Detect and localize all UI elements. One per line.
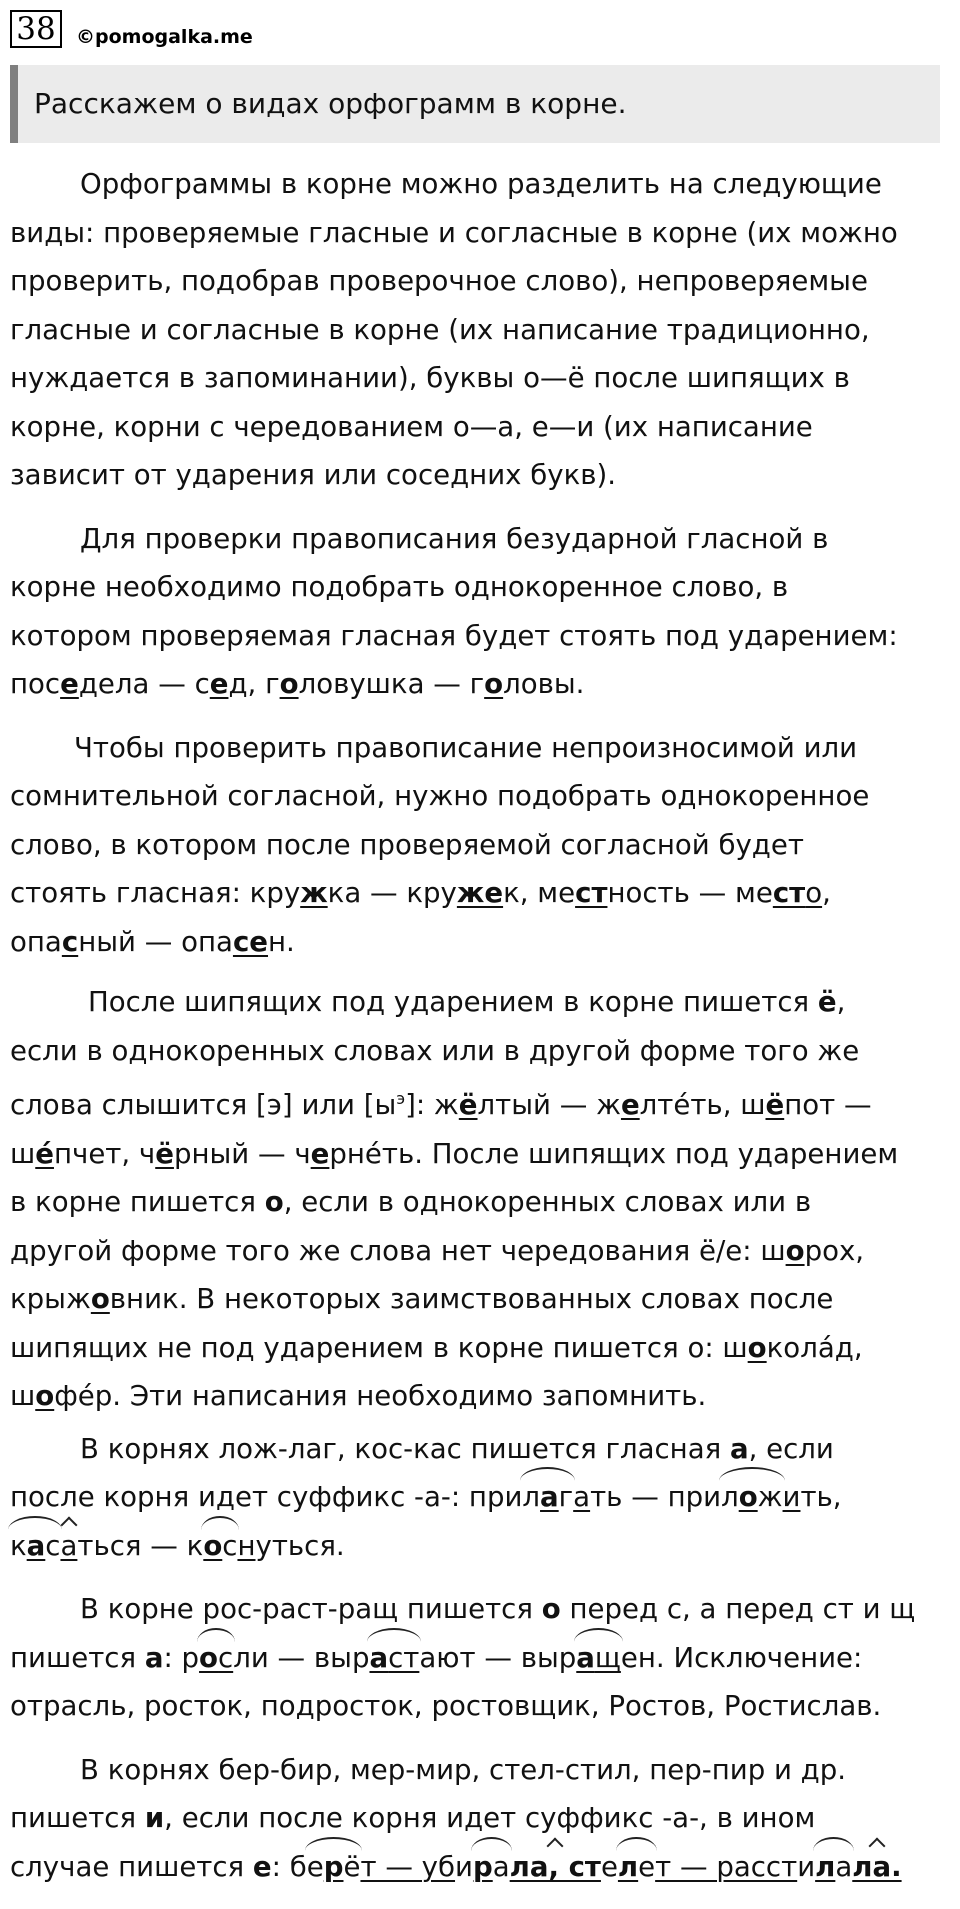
text: пишется <box>10 1801 145 1835</box>
root-arc <box>522 1473 573 1522</box>
p5-line <box>10 1473 950 1522</box>
highlighted-vowel: о <box>35 1379 55 1413</box>
highlighted-consonant: ст <box>772 876 806 909</box>
ending-marker: т — уб <box>360 1849 456 1883</box>
p3-line-examples <box>10 869 950 918</box>
text: ловы. <box>503 667 585 700</box>
bold-letter: а <box>144 1640 164 1674</box>
text: В корне рос-раст-ращ пишется <box>80 1592 542 1626</box>
root-arc <box>369 1634 419 1683</box>
text: ш <box>10 1379 36 1413</box>
text: уться. <box>255 1528 345 1562</box>
text: После шипящих под ударением в корне пишется <box>88 985 818 1018</box>
highlighted-vowel: ё <box>155 1136 174 1170</box>
p7-line: В корнях бер-бир, мер-мир, стел-стил, пер-пир и др. <box>80 1752 847 1786</box>
text: кола́д, <box>766 1330 863 1364</box>
text: : р <box>163 1640 200 1674</box>
highlighted-vowel: о <box>203 1528 223 1562</box>
text: стоять гласная: кру <box>10 876 301 909</box>
text: после корня идет суффикс -а-: при <box>10 1480 523 1514</box>
p2-line: Для проверки правописания безударной гласной в <box>80 521 829 555</box>
text: н. <box>268 924 295 958</box>
root-arc <box>203 1522 237 1571</box>
text: ть — при <box>590 1480 722 1514</box>
text: слова слышится [э] или [ы <box>10 1088 397 1122</box>
text: другой форме того же слова нет чередования ё/е: ш <box>10 1233 786 1267</box>
p4-line <box>10 1324 950 1373</box>
suffix-marker: ла. <box>852 1843 901 1892</box>
text: лтый — ж <box>477 1088 621 1122</box>
suffix-marker: н <box>237 1528 256 1562</box>
p5-line <box>10 1425 950 1474</box>
highlighted-vowel: о <box>484 667 504 700</box>
text: вник. В некоторых заимствованных словах после <box>109 1282 834 1316</box>
text: рне́ть. После шипящих под ударением <box>329 1136 899 1170</box>
text: дела — с <box>78 667 210 700</box>
text: случае пишется <box>10 1849 253 1883</box>
p1-line: проверить, подобрав проверочное слово), непроверяемые <box>10 264 868 297</box>
document-body <box>10 160 950 1891</box>
p3-line-examples <box>10 918 950 967</box>
text: д, г <box>228 667 280 700</box>
highlighted-vowel: о <box>279 667 299 700</box>
underlined-letter: щ <box>594 1640 621 1674</box>
p1-line: нуждается в запоминании), буквы о—ё после шипящих в <box>10 361 850 394</box>
text: ка — кру <box>327 876 457 909</box>
highlighted-vowel: а <box>26 1528 46 1562</box>
text: ный — опа <box>78 924 233 958</box>
highlighted-consonant: ж <box>300 876 328 909</box>
p3-line: сомнительной согласной, нужно подобрать однокоренное <box>10 779 870 812</box>
p5-line <box>10 1522 950 1571</box>
text: е <box>600 1849 618 1883</box>
p3-line: слово, в котором после проверяемой согласной будет <box>10 827 804 861</box>
p2-line: корне необходимо подобрать однокоренное слово, в <box>10 570 789 603</box>
highlighted-vowel: е <box>209 667 229 700</box>
highlighted-vowel: а <box>576 1640 595 1674</box>
highlighted-vowel: а <box>369 1640 389 1674</box>
p1-line: зависит от ударения или соседних букв). <box>10 458 617 491</box>
p1-line: виды: проверяемые гласные и согласные в корне (их можно <box>10 215 898 249</box>
text: лте́ть, ш <box>639 1088 766 1122</box>
text: крыж <box>10 1282 91 1316</box>
p4-line <box>10 1372 950 1421</box>
highlighted-vowel: е <box>310 1136 330 1170</box>
highlighted-vowel: о <box>738 1480 758 1514</box>
page-number: 38 <box>10 10 62 48</box>
text: ен. Исключение: <box>620 1640 863 1674</box>
suffix-marker: а <box>60 1522 77 1571</box>
text: ]: ж <box>405 1088 459 1122</box>
p2-line-examples <box>10 660 950 709</box>
root-arc <box>10 1522 60 1571</box>
text: к <box>10 1528 27 1562</box>
text: ш <box>10 1136 36 1170</box>
text: и <box>455 1849 473 1883</box>
text: : б <box>271 1849 307 1883</box>
text: ность — ме <box>607 876 773 909</box>
p1-line: корне, корни с чередованием о—а, е—и (их написание <box>10 409 813 443</box>
p1-line: гласные и согласные в корне (их написание традиционно, <box>10 312 870 346</box>
p6-line: отрасль, росток, подросток, ростовщик, Ростов, Ростислав. <box>10 1689 882 1723</box>
ending-marker: т — расст <box>655 1849 798 1883</box>
text: ж <box>757 1480 783 1514</box>
text: опа <box>10 924 62 958</box>
suffix-marker: а <box>573 1480 591 1514</box>
superscript: э <box>396 1089 406 1108</box>
text: пос <box>10 667 61 700</box>
highlighted-vowel: ё <box>765 1088 785 1122</box>
text: перед с, а перед ст и щ <box>560 1592 916 1626</box>
text: пишется <box>10 1640 145 1674</box>
highlighted-consonant: се <box>232 924 269 958</box>
highlighted-vowel: л <box>617 1849 639 1883</box>
bold-letter: и <box>144 1801 165 1835</box>
p1-line: Орфограммы в корне можно разделить на следующие <box>80 167 882 200</box>
text: ть, <box>800 1480 842 1514</box>
site-watermark: ©pomogalka.me <box>76 26 253 48</box>
text: фе́р. Эти написания необходимо запомнить. <box>54 1379 707 1413</box>
text: В корнях лож-лаг, кос-кас пишется гласная <box>80 1431 730 1465</box>
underlined-letter: с <box>218 1640 234 1674</box>
highlighted-vowel: л <box>815 1849 836 1883</box>
highlighted-consonant: ст <box>575 876 608 909</box>
p7-line <box>10 1843 950 1892</box>
text: ться — к <box>77 1528 204 1562</box>
underlined-letters: ст <box>388 1640 420 1674</box>
root-arc <box>815 1843 852 1892</box>
root-arc <box>618 1843 655 1892</box>
root-arc <box>721 1473 782 1522</box>
highlighted-vowel: о <box>90 1282 110 1316</box>
text: л <box>522 1480 541 1514</box>
bold-letter: ё <box>817 985 837 1018</box>
text: л <box>721 1480 739 1514</box>
p4-line <box>10 1130 950 1179</box>
text: и <box>797 1849 816 1883</box>
root-arc <box>473 1843 510 1892</box>
highlighted-vowel: о <box>785 1233 805 1267</box>
text: пчет, ч <box>53 1136 156 1170</box>
bold-letter: о <box>541 1592 561 1626</box>
section-header: Расскажем о видах орфограмм в корне. <box>10 65 940 143</box>
text: , если после корня идет суффикс -а-, в ином <box>164 1801 816 1835</box>
bold-letter: е <box>252 1849 272 1883</box>
text: , если <box>748 1431 834 1465</box>
text: , <box>822 876 831 909</box>
bold-letter: а <box>729 1431 749 1465</box>
text: рох, <box>804 1233 865 1267</box>
root-arc <box>576 1634 621 1683</box>
text: а <box>492 1849 510 1883</box>
highlighted-vowel: е́ <box>35 1136 54 1170</box>
p4-line <box>10 978 950 1027</box>
p4-line <box>10 1227 950 1276</box>
text: с <box>222 1528 238 1562</box>
highlighted-vowel: е <box>60 667 79 700</box>
suffix-marker: ла, ст <box>510 1843 601 1892</box>
underlined-letter: о <box>805 876 823 909</box>
root-arc <box>307 1843 361 1892</box>
p6-line <box>10 1634 950 1683</box>
highlighted-vowel: ё <box>458 1088 478 1122</box>
p3-line: Чтобы проверить правописание непроизносимой или <box>74 730 858 764</box>
p4-line <box>10 1178 950 1227</box>
p4-line: если в однокоренных словах или в другой форме того же <box>10 1033 860 1067</box>
text: шипящих не под ударением в корне пишется о: ш <box>10 1330 748 1364</box>
p4-line <box>10 1275 950 1324</box>
text: е <box>638 1849 656 1883</box>
text: пот — <box>784 1088 872 1122</box>
highlighted-vowel: о <box>747 1330 767 1364</box>
text: г <box>558 1480 574 1514</box>
text: ловушка — г <box>298 667 485 700</box>
p2-line: котором проверяемая гласная будет стоять под ударением: <box>10 618 898 652</box>
text: ают — выр <box>419 1640 577 1674</box>
text: е <box>306 1849 324 1883</box>
bold-letter: о <box>264 1185 284 1219</box>
text: а <box>835 1849 853 1883</box>
highlighted-vowel: р <box>472 1849 493 1883</box>
highlighted-vowel: а <box>540 1480 559 1514</box>
highlighted-vowel: е <box>620 1088 640 1122</box>
text: ё <box>343 1849 361 1883</box>
suffix-marker: и <box>782 1480 801 1514</box>
root-arc <box>199 1634 233 1683</box>
text: к, ме <box>503 876 576 909</box>
highlighted-vowel: р <box>323 1849 344 1883</box>
p7-line <box>10 1794 950 1843</box>
highlighted-vowel: о <box>199 1640 219 1674</box>
p4-line <box>10 1075 950 1130</box>
highlighted-consonant: же <box>456 876 504 909</box>
text: ли — выр <box>233 1640 370 1674</box>
p6-line <box>10 1585 950 1634</box>
highlighted-consonant: с <box>61 924 79 958</box>
text: , <box>836 985 846 1018</box>
text: , если в однокоренных словах или в <box>283 1185 812 1219</box>
text: с <box>45 1528 61 1562</box>
text: рный — ч <box>173 1136 311 1170</box>
text: в корне пишется <box>10 1185 265 1219</box>
